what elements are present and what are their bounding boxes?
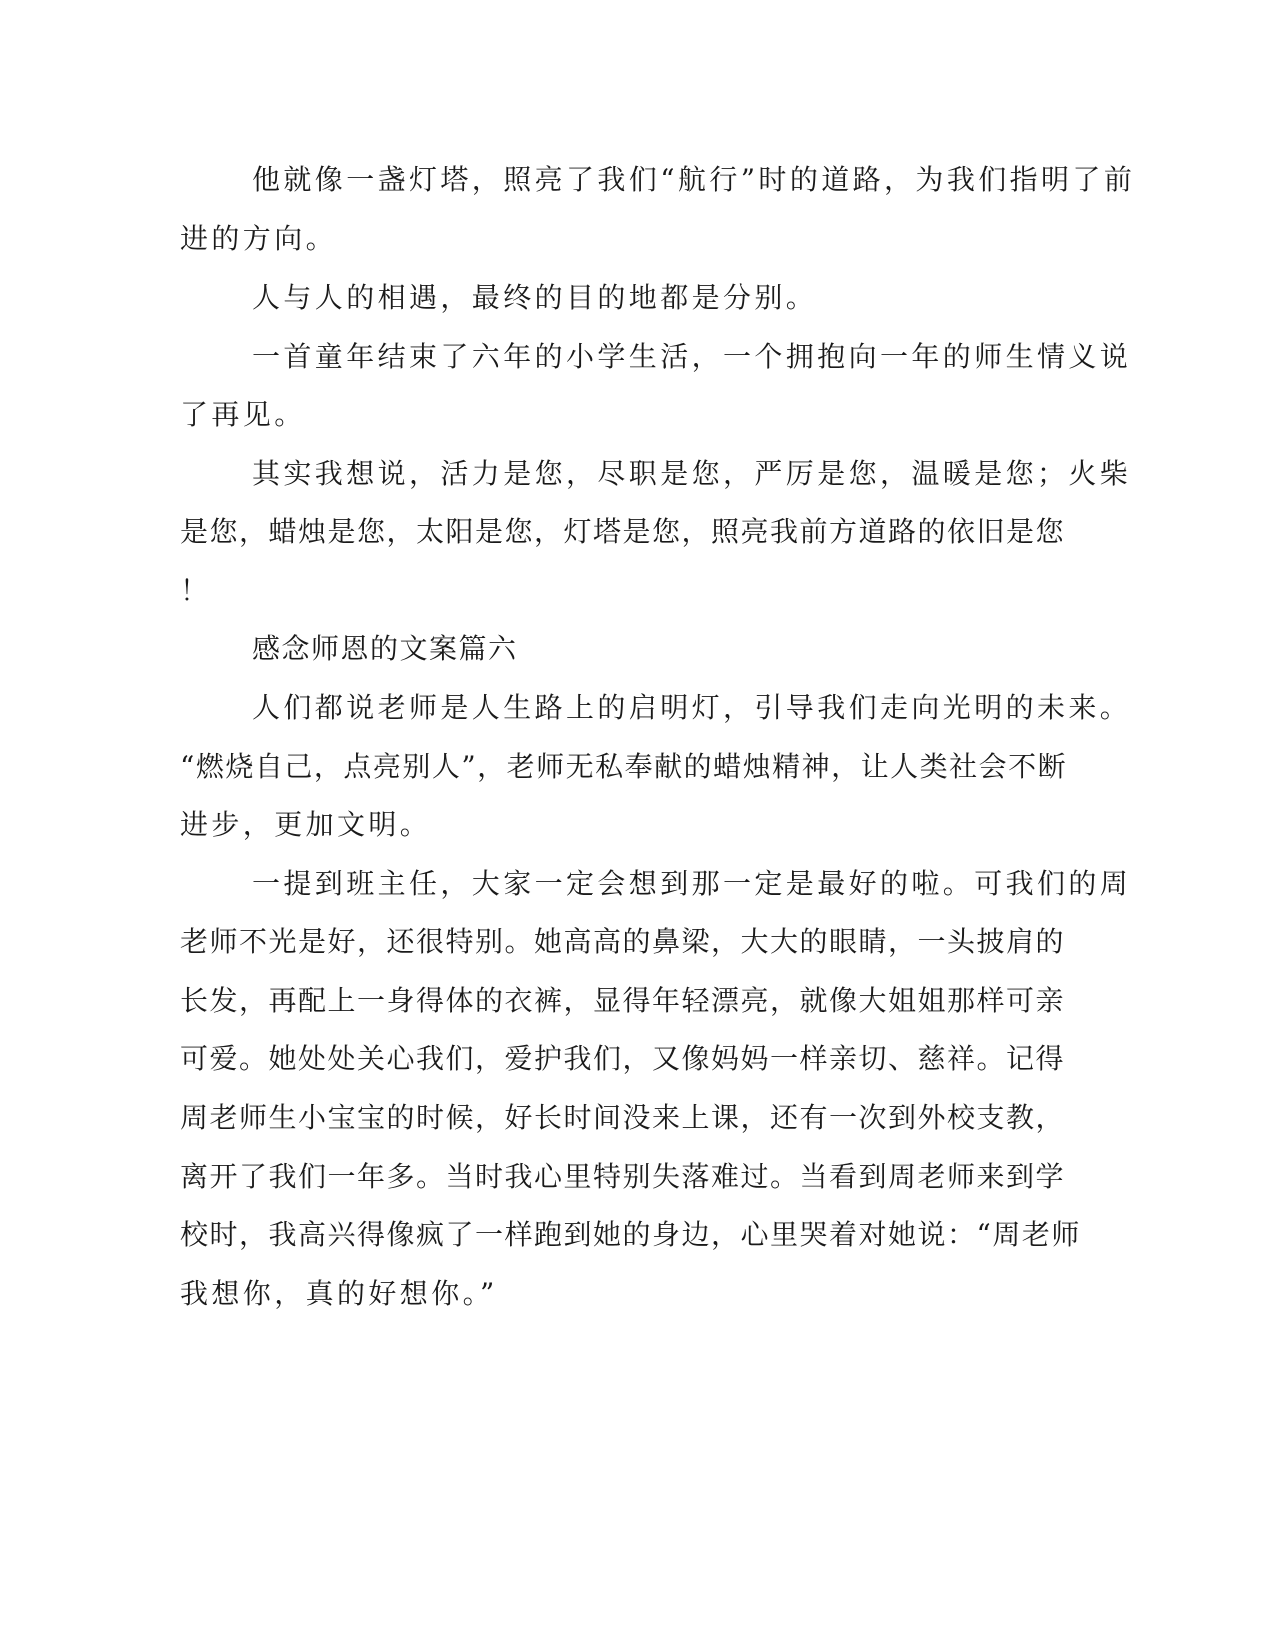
- text-line-2: 进的方向。: [180, 222, 338, 255]
- text-line-1: 他就像一盏灯塔，照亮了我们“航行”时的道路，为我们指明了前: [252, 163, 1136, 196]
- text-line-12: 进步，更加文明。: [180, 808, 432, 841]
- text-line-15: 长发，再配上一身得体的衣裤，显得年轻漂亮，就像大姐姐那样可亲: [180, 984, 1066, 1017]
- text-line-11: “燃烧自己，点亮别人”，老师无私奉献的蜡烛精神，让人类社会不断: [180, 750, 1068, 783]
- text-line-5: 了再见。: [180, 398, 306, 431]
- text-line-7: 是您，蜡烛是您，太阳是您，灯塔是您，照亮我前方道路的依旧是您: [180, 515, 1066, 548]
- text-line-19: 校时，我高兴得像疯了一样跑到她的身边，心里哭着对她说：“周老师: [180, 1218, 1081, 1251]
- text-line-16: 可爱。她处处关心我们，爱护我们，又像妈妈一样亲切、慈祥。记得: [180, 1042, 1066, 1075]
- text-line-13: 一提到班主任，大家一定会想到那一定是最好的啦。可我们的周: [252, 867, 1132, 900]
- text-line-18: 离开了我们一年多。当时我心里特别失落难过。当看到周老师来到学: [180, 1160, 1066, 1193]
- text-line-17: 周老师生小宝宝的时候，好长时间没来上课，还有一次到外校支教，: [180, 1101, 1066, 1134]
- section-heading: 感念师恩的文案篇六: [252, 632, 518, 665]
- text-line-14: 老师不光是好，还很特别。她高高的鼻梁，大大的眼睛，一头披肩的: [180, 925, 1066, 958]
- text-line-8: ！: [180, 574, 212, 607]
- text-line-3: 人与人的相遇，最终的目的地都是分别。: [252, 281, 818, 314]
- text-line-20: 我想你，真的好想你。”: [180, 1277, 498, 1310]
- text-line-10: 人们都说老师是人生路上的启明灯，引导我们走向光明的未来。: [252, 691, 1132, 724]
- text-line-6: 其实我想说，活力是您，尽职是您，严厉是您，温暖是您；火柴: [252, 457, 1132, 490]
- text-line-4: 一首童年结束了六年的小学生活，一个拥抱向一年的师生情义说: [252, 340, 1132, 373]
